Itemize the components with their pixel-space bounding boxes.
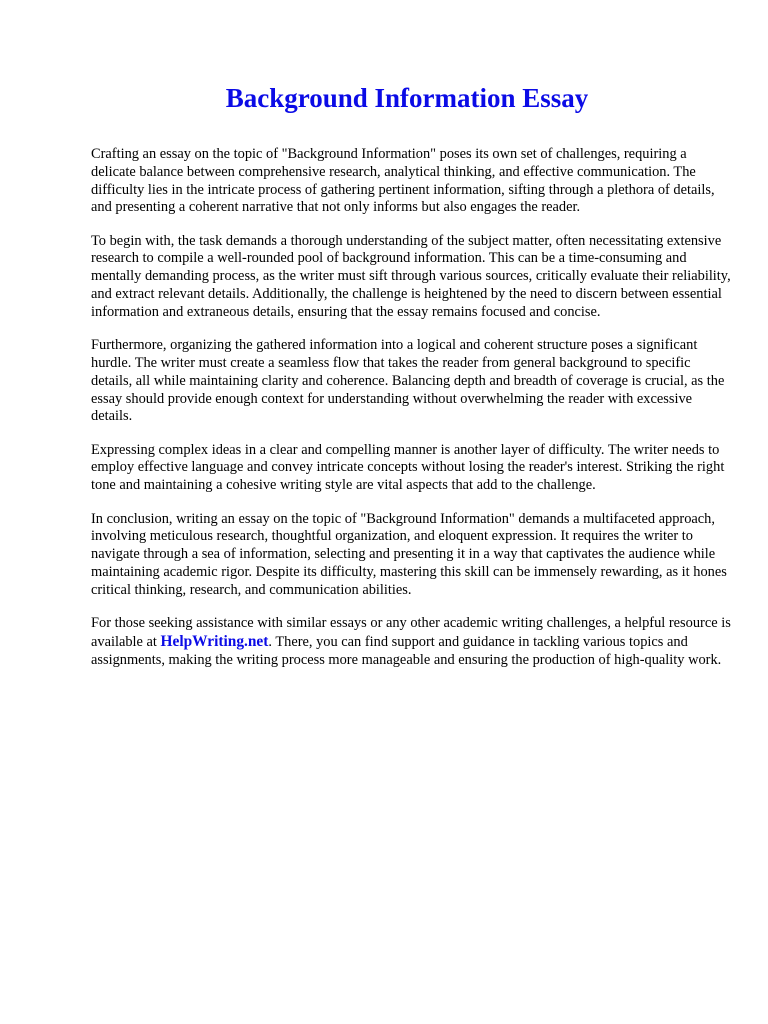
document-body <box>91 146 731 685</box>
document-title: Background Information Essay <box>225 83 589 113</box>
closing-text-after-link: . There, you can find support and guidance in tackling various topics and assignments, making the writing process more manageable and ensuring the production of high-quality work. <box>91 633 722 668</box>
paragraph-expression: Expressing complex ideas in a clear and compelling manner is another layer of difficulty. The writer needs to employ effective language and convey intricate concepts without losing the reader's interest. Striking the right tone and maintaining a cohesive writing style are vital aspects that add to the challenge. <box>91 441 725 494</box>
closing-text-before-link: For those seeking assistance with similar essays or any other academic writing challenges, a helpful resource is available at <box>91 615 731 650</box>
paragraph-conclusion: In conclusion, writing an essay on the topic of "Background Information" demands a multifaceted approach, involving meticulous research, thoughtful organization, and eloquent expression. It requires the writer to navigate through a sea of information, selecting and presenting it in a way that captivates the audience while maintaining academic rigor. Despite its difficulty, mastering this skill can be immensely rewarding, as it hones critical thinking, research, and communication abilities. <box>91 510 727 598</box>
helpwriting-link[interactable]: HelpWriting.net <box>160 632 269 650</box>
paragraph-research: To begin with, the task demands a thorough understanding of the subject matter, often necessitating extensive research to compile a well-rounded pool of background information. This can be a time-consuming and mentally demanding process, as the writer must sift through various sources, critically evaluate their reliability, and extract relevant details. Additionally, the challenge is heightened by the need to discern between essential information and extraneous details, ensuring that the essay remains focused and concise. <box>91 232 731 320</box>
paragraph-closing <box>91 615 731 669</box>
paragraph-intro: Crafting an essay on the topic of "Background Information" poses its own set of challenges, requiring a delicate balance between comprehensive research, analytical thinking, and effective communication. The difficulty lies in the intricate process of gathering pertinent information, sifting through a plethora of details, and presenting a coherent narrative that not only informs but also engages the reader. <box>91 146 715 216</box>
paragraph-organization: Furthermore, organizing the gathered information into a logical and coherent structure poses a significant hurdle. The writer must create a seamless flow that takes the reader from general background to specific details, all while maintaining clarity and coherence. Balancing depth and breadth of coverage is crucial, as the essay should provide enough context for understanding without overwhelming the reader with excessive details. <box>91 337 725 425</box>
